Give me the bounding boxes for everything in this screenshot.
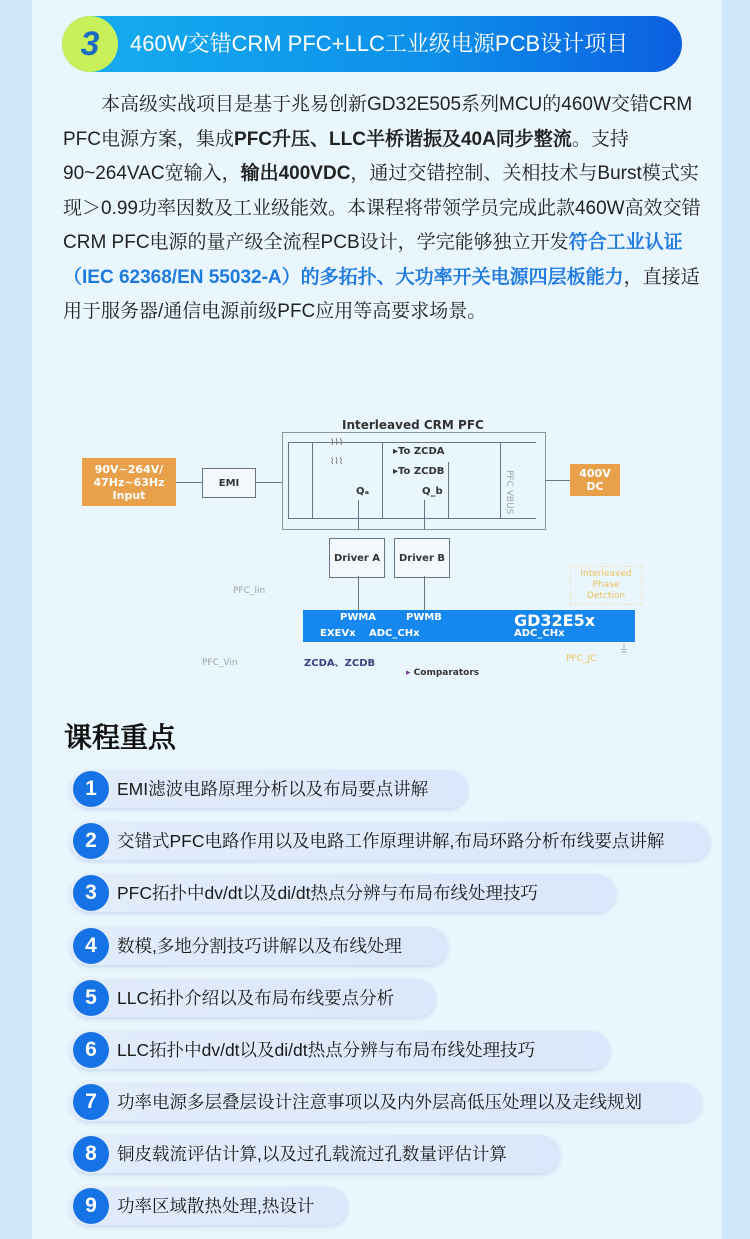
list-item	[70, 979, 436, 1017]
qa-label: Qₐ	[356, 486, 370, 497]
bridge-line-2	[312, 442, 313, 518]
item-text: 铜皮载流评估计算,以及过孔载流过孔数量评估计算	[117, 1144, 507, 1164]
item-number-badge: 8	[73, 1136, 109, 1172]
ground-icon: ⏚	[618, 642, 631, 656]
intro-text-2: 。支持90~264VAC宽输入，	[63, 128, 629, 184]
list-item	[70, 770, 468, 808]
list-item	[70, 1187, 348, 1225]
item-number-badge: 7	[73, 1084, 109, 1120]
item-text: EMI滤波电路原理分析以及布局要点讲解	[117, 779, 429, 799]
driver-a-box: Driver A	[329, 538, 385, 578]
item-number-badge: 5	[73, 980, 109, 1016]
item-text: 数模,多地分割技巧讲解以及布线处理	[117, 936, 402, 956]
list-item	[70, 927, 448, 965]
to-zcdb-label: ▸To ZCDB	[393, 466, 445, 477]
list-item	[70, 874, 616, 912]
pwmb-line	[424, 576, 425, 612]
driver-b-box: Driver B	[394, 538, 450, 578]
bus-line-top	[288, 442, 536, 443]
highlights-title: 课程重点	[64, 722, 177, 753]
pfc-iin-label: PFC_Iin	[233, 586, 266, 596]
item-text: LLC拓扑介绍以及布局布线要点分析	[117, 988, 395, 1008]
item-text: 交错式PFC电路作用以及电路工作原理讲解,布局环路分析布线要点讲解	[117, 831, 665, 851]
list-item	[70, 822, 710, 860]
item-text: 功率电源多层叠层设计注意事项以及内外层高低压处理以及走线规划	[117, 1092, 642, 1112]
item-text: PFC拓扑中dv/dt以及di/dt热点分辨与布局布线处理技巧	[117, 883, 539, 903]
diagram-title: Interleaved CRM PFC	[342, 418, 484, 432]
pwma-pin: PWMA	[340, 612, 377, 623]
exevx-pin: EXEVx	[320, 628, 356, 639]
qb-label: Q_b	[422, 486, 443, 497]
vbus-label: PFC VBUS	[504, 470, 514, 515]
zcd-pins-label: ZCDA、ZCDB	[304, 658, 376, 669]
list-item	[70, 1135, 560, 1173]
inductor-b-icon: ⌇⌇⌇	[330, 457, 344, 467]
pwmb-pin: PWMB	[406, 612, 442, 623]
section-title: 460W交错CRM PFC+LLC工业级电源PCB设计项目	[130, 31, 629, 56]
input-to-emi-line	[176, 482, 202, 483]
intro-paragraph	[63, 88, 703, 330]
bridge-line-1	[288, 442, 289, 518]
pfc-to-output-line	[546, 480, 570, 481]
switch-b-line	[448, 462, 449, 518]
item-text: 功率区域散热处理,热设计	[117, 1196, 315, 1216]
list-item	[70, 1083, 702, 1121]
cap-line	[500, 442, 501, 518]
item-number-badge: 4	[73, 928, 109, 964]
intro-bold-2: 输出400VDC	[240, 163, 351, 184]
pfc-block-diagram	[70, 410, 670, 690]
driver-a-gate-line	[358, 500, 359, 530]
pwma-line	[358, 576, 359, 612]
switch-a-line	[382, 442, 383, 518]
intro-text-4: ，直接适用于服务器/通信电源前级PFC应用等高要求场景。	[63, 266, 700, 322]
item-number-badge: 1	[73, 771, 109, 807]
intro-highlight: 符合工业认证（IEC 62368/EN 55032-A）的多拓扑、大功率开关电源四层板能力	[63, 232, 683, 288]
comparators-text: Comparators	[413, 668, 480, 678]
intro-text-3: ，通过交错控制、关相技术与Burst模式实现＞0.99功率因数及工业级能效。本课程将带领学员完成此款460W高效交错CRM PFC电源的量产级全流程PCB设计，学完能够独立开发	[63, 163, 701, 253]
list-item	[70, 1031, 610, 1069]
adc-chx-pin-1: ADC_CHx	[369, 628, 420, 639]
mcu-name: GD32E5x	[514, 611, 596, 630]
output-box: 400V DC	[570, 464, 620, 496]
inductor-a-icon: ⌇⌇⌇	[330, 438, 344, 448]
emi-to-pfc-line	[256, 482, 282, 483]
item-number-badge: 6	[73, 1032, 109, 1068]
adc-chx-pin-2: ADC_CHx	[514, 628, 565, 639]
item-number-badge: 3	[73, 875, 109, 911]
comparators-label	[406, 668, 479, 678]
driver-b-gate-line	[424, 500, 425, 530]
intro-bold-1: PFC升压、LLC半桥谐振及40A同步整流	[234, 128, 572, 150]
bus-line-bottom	[288, 518, 536, 519]
pfc-vin-label: PFC_Vin	[202, 658, 238, 668]
item-text: LLC拓扑中dv/dt以及di/dt热点分辨与布局布线处理技巧	[117, 1040, 536, 1060]
input-box: 90V~264V/ 47Hz~63Hz Input	[82, 458, 176, 506]
item-number-badge: 2	[73, 823, 109, 859]
to-zcda-label: ▸To ZCDA	[393, 446, 445, 457]
emi-box: EMI	[202, 468, 256, 498]
section-number-badge: 3	[62, 16, 118, 72]
item-number-badge: 9	[73, 1188, 109, 1224]
phase-detection-label: Interleaved Phase Detction	[570, 566, 642, 605]
comparator-arrow-icon: ▸	[406, 668, 414, 678]
pfc-jc-label: PFC_JC	[566, 654, 597, 664]
intro-text-1: 本高级实战项目是基于兆易创新GD32E505系列MCU的460W交错CRM PFC电源方案，集成	[63, 94, 693, 150]
